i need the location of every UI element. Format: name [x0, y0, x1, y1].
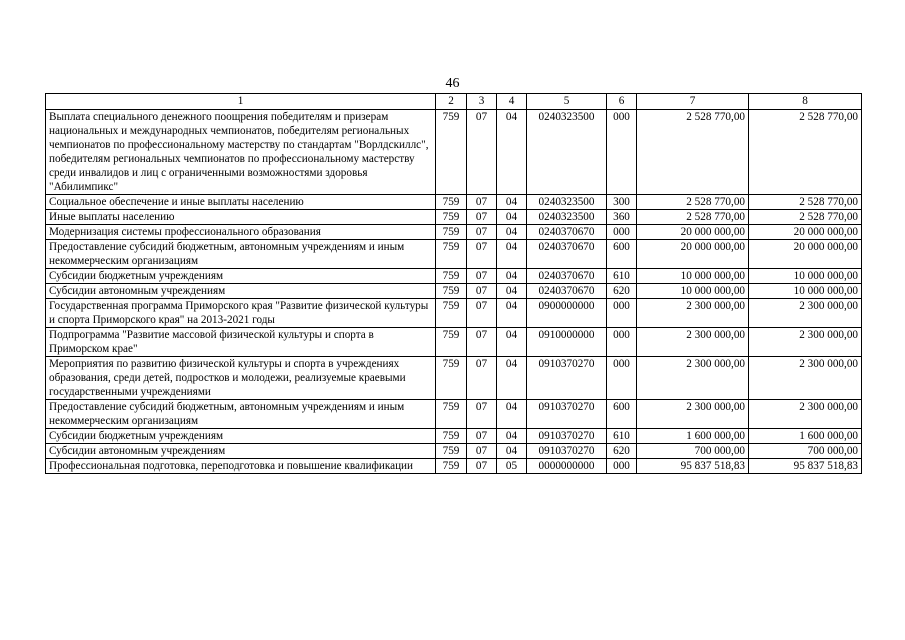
- row-col-6-cell: 620: [607, 284, 637, 299]
- table-row: [46, 195, 862, 210]
- row-col-6-cell: 000: [607, 357, 637, 400]
- row-col-6-cell: 000: [607, 110, 637, 195]
- row-col-6-cell: 000: [607, 459, 637, 474]
- row-amount-7-cell: 10 000 000,00: [637, 269, 749, 284]
- row-name-cell: Субсидии автономным учреждениям: [46, 284, 436, 299]
- row-col-4-cell: 04: [497, 328, 527, 357]
- row-amount-8-cell: 2 300 000,00: [749, 400, 862, 429]
- row-col-3-cell: 07: [467, 299, 497, 328]
- row-amount-8-cell: 2 300 000,00: [749, 357, 862, 400]
- table-row: [46, 110, 862, 195]
- page-number: 46: [445, 76, 460, 91]
- row-col-3-cell: 07: [467, 225, 497, 240]
- row-name-cell: Предоставление субсидий бюджетным, автономным учреждениям и иным некоммерческим организациям: [46, 240, 436, 269]
- row-col-4-cell: 05: [497, 459, 527, 474]
- header-col-8: 8: [749, 94, 862, 110]
- row-amount-7-cell: 20 000 000,00: [637, 225, 749, 240]
- row-col-6-cell: 000: [607, 328, 637, 357]
- row-col-6-cell: 610: [607, 429, 637, 444]
- row-col-5-cell: 0900000000: [527, 299, 607, 328]
- row-name-cell: Иные выплаты населению: [46, 210, 436, 225]
- row-col-4-cell: 04: [497, 240, 527, 269]
- row-col-4-cell: 04: [497, 225, 527, 240]
- row-col-2-cell: 759: [436, 269, 467, 284]
- row-col-4-cell: 04: [497, 284, 527, 299]
- row-name-cell: Государственная программа Приморского края "Развитие физической культуры и спорта Приморского края" на 2013-2021 годы: [46, 299, 436, 328]
- row-amount-8-cell: 2 528 770,00: [749, 195, 862, 210]
- row-name-cell: Модернизация системы профессионального образования: [46, 225, 436, 240]
- row-col-2-cell: 759: [436, 357, 467, 400]
- row-col-6-cell: 610: [607, 269, 637, 284]
- row-amount-8-cell: 10 000 000,00: [749, 284, 862, 299]
- budget-table: [45, 93, 862, 474]
- row-amount-8-cell: 95 837 518,83: [749, 459, 862, 474]
- row-col-5-cell: 0240370670: [527, 269, 607, 284]
- row-col-5-cell: 0240370670: [527, 225, 607, 240]
- row-col-5-cell: 0240370670: [527, 240, 607, 269]
- row-amount-8-cell: 700 000,00: [749, 444, 862, 459]
- table-row: [46, 225, 862, 240]
- row-amount-7-cell: 95 837 518,83: [637, 459, 749, 474]
- row-amount-8-cell: 10 000 000,00: [749, 269, 862, 284]
- row-col-5-cell: 0910370270: [527, 444, 607, 459]
- row-col-3-cell: 07: [467, 195, 497, 210]
- row-amount-8-cell: 2 528 770,00: [749, 110, 862, 195]
- table-body: [46, 110, 862, 474]
- row-col-5-cell: 0240323500: [527, 210, 607, 225]
- row-name-cell: Социальное обеспечение и иные выплаты населению: [46, 195, 436, 210]
- table-row: [46, 459, 862, 474]
- row-col-3-cell: 07: [467, 284, 497, 299]
- row-col-3-cell: 07: [467, 269, 497, 284]
- row-col-4-cell: 04: [497, 357, 527, 400]
- row-col-4-cell: 04: [497, 210, 527, 225]
- row-col-2-cell: 759: [436, 459, 467, 474]
- row-amount-7-cell: 2 528 770,00: [637, 195, 749, 210]
- row-amount-8-cell: 20 000 000,00: [749, 240, 862, 269]
- row-amount-7-cell: 700 000,00: [637, 444, 749, 459]
- row-col-2-cell: 759: [436, 444, 467, 459]
- row-col-5-cell: 0240323500: [527, 110, 607, 195]
- row-name-cell: Подпрограмма "Развитие массовой физической культуры и спорта в Приморском крае": [46, 328, 436, 357]
- row-amount-7-cell: 2 300 000,00: [637, 357, 749, 400]
- row-col-5-cell: 0000000000: [527, 459, 607, 474]
- row-col-4-cell: 04: [497, 400, 527, 429]
- row-col-3-cell: 07: [467, 240, 497, 269]
- row-amount-7-cell: 2 300 000,00: [637, 400, 749, 429]
- row-col-5-cell: 0910000000: [527, 328, 607, 357]
- row-col-4-cell: 04: [497, 299, 527, 328]
- header-col-6: 6: [607, 94, 637, 110]
- header-col-5: 5: [527, 94, 607, 110]
- row-amount-8-cell: 1 600 000,00: [749, 429, 862, 444]
- row-col-6-cell: 300: [607, 195, 637, 210]
- row-col-4-cell: 04: [497, 429, 527, 444]
- row-amount-8-cell: 20 000 000,00: [749, 225, 862, 240]
- row-col-6-cell: 000: [607, 299, 637, 328]
- row-col-2-cell: 759: [436, 284, 467, 299]
- header-col-7: 7: [637, 94, 749, 110]
- row-amount-8-cell: 2 300 000,00: [749, 299, 862, 328]
- row-col-3-cell: 07: [467, 110, 497, 195]
- row-col-6-cell: 600: [607, 400, 637, 429]
- row-col-5-cell: 0910370270: [527, 400, 607, 429]
- table-row: [46, 400, 862, 429]
- row-col-2-cell: 759: [436, 110, 467, 195]
- row-col-3-cell: 07: [467, 210, 497, 225]
- header-col-3: 3: [467, 94, 497, 110]
- row-amount-7-cell: 20 000 000,00: [637, 240, 749, 269]
- row-col-4-cell: 04: [497, 444, 527, 459]
- table-row: [46, 284, 862, 299]
- table-row: [46, 328, 862, 357]
- row-col-2-cell: 759: [436, 195, 467, 210]
- table-row: [46, 210, 862, 225]
- header-col-4: 4: [497, 94, 527, 110]
- row-amount-7-cell: 10 000 000,00: [637, 284, 749, 299]
- row-col-2-cell: 759: [436, 210, 467, 225]
- row-col-2-cell: 759: [436, 328, 467, 357]
- row-col-5-cell: 0910370270: [527, 429, 607, 444]
- row-col-4-cell: 04: [497, 195, 527, 210]
- row-col-6-cell: 000: [607, 225, 637, 240]
- row-col-3-cell: 07: [467, 444, 497, 459]
- row-col-4-cell: 04: [497, 110, 527, 195]
- row-col-6-cell: 620: [607, 444, 637, 459]
- row-col-3-cell: 07: [467, 357, 497, 400]
- row-col-3-cell: 07: [467, 400, 497, 429]
- table-row: [46, 269, 862, 284]
- row-name-cell: Профессиональная подготовка, переподготовка и повышение квалификации: [46, 459, 436, 474]
- row-amount-7-cell: 2 300 000,00: [637, 328, 749, 357]
- row-col-6-cell: 600: [607, 240, 637, 269]
- row-col-2-cell: 759: [436, 429, 467, 444]
- row-col-5-cell: 0910370270: [527, 357, 607, 400]
- row-amount-7-cell: 1 600 000,00: [637, 429, 749, 444]
- row-col-2-cell: 759: [436, 299, 467, 328]
- row-col-4-cell: 04: [497, 269, 527, 284]
- row-amount-7-cell: 2 300 000,00: [637, 299, 749, 328]
- table-row: [46, 444, 862, 459]
- header-col-2: 2: [436, 94, 467, 110]
- row-col-2-cell: 759: [436, 240, 467, 269]
- table-row: [46, 429, 862, 444]
- table-row: [46, 299, 862, 328]
- table-row: [46, 357, 862, 400]
- row-col-2-cell: 759: [436, 400, 467, 429]
- row-name-cell: Предоставление субсидий бюджетным, автономным учреждениям и иным некоммерческим организациям: [46, 400, 436, 429]
- row-name-cell: Мероприятия по развитию физической культуры и спорта в учреждениях образования, среди детей, подростков и молодежи, реализуемые краевыми государственными учреждениями: [46, 357, 436, 400]
- row-col-3-cell: 07: [467, 429, 497, 444]
- row-amount-8-cell: 2 528 770,00: [749, 210, 862, 225]
- row-col-5-cell: 0240370670: [527, 284, 607, 299]
- row-col-6-cell: 360: [607, 210, 637, 225]
- row-col-3-cell: 07: [467, 459, 497, 474]
- header-col-1: 1: [46, 94, 436, 110]
- row-name-cell: Субсидии бюджетным учреждениям: [46, 429, 436, 444]
- row-amount-8-cell: 2 300 000,00: [749, 328, 862, 357]
- row-col-2-cell: 759: [436, 225, 467, 240]
- row-name-cell: Субсидии бюджетным учреждениям: [46, 269, 436, 284]
- row-name-cell: Выплата специального денежного поощрения победителям и призерам национальных и международных чемпионатов, победителям региональных чемпионатов по профессиональному мастерству по стандартам "Ворлдскиллс", победителям региональных чемпионатов по профессиональному мастерству среди инвалидов и лиц с ограниченными возможностями здоровья "Абилимпикс": [46, 110, 436, 195]
- row-amount-7-cell: 2 528 770,00: [637, 110, 749, 195]
- row-amount-7-cell: 2 528 770,00: [637, 210, 749, 225]
- row-col-5-cell: 0240323500: [527, 195, 607, 210]
- table-row: [46, 240, 862, 269]
- row-name-cell: Субсидии автономным учреждениям: [46, 444, 436, 459]
- header-row: [46, 94, 862, 110]
- row-col-3-cell: 07: [467, 328, 497, 357]
